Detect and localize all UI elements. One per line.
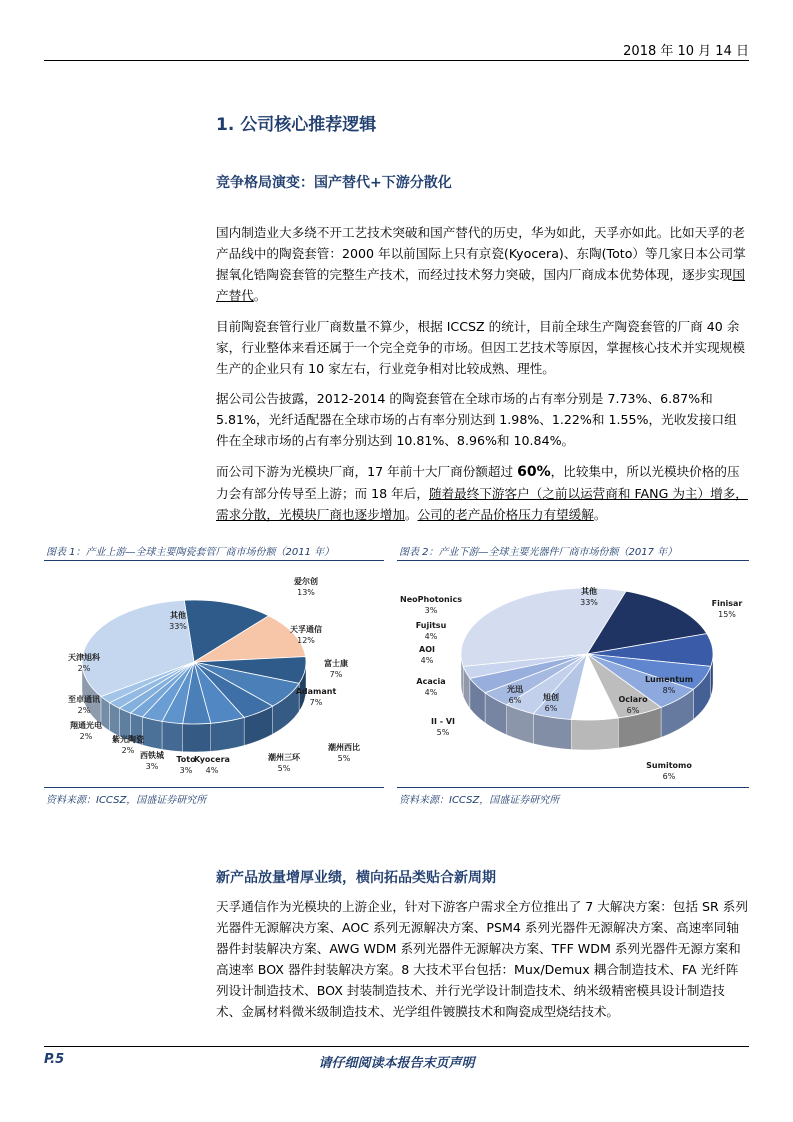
footer-disclaimer: 请仔细阅读本报告末页声明 <box>318 1056 475 1071</box>
pie-value-潮州西比: 5% <box>337 754 351 763</box>
pie-label-潮州西比: 潮州西比 <box>328 743 360 752</box>
pie-label-sumitomo: Sumitomo <box>646 761 692 770</box>
header-rule <box>44 60 749 61</box>
pie-label-富士康: 富士康 <box>324 659 348 668</box>
pie-side-西铁城 <box>142 717 162 749</box>
pie-value-至卓通讯: 2% <box>77 706 91 715</box>
pie-label-finisar: Finisar <box>711 599 743 608</box>
domestic-substitution-link: 国产替代 <box>216 267 745 303</box>
figure-1-source: 资料来源：ICCSZ，国盛证券研究所 <box>46 795 207 806</box>
downstream-text-b: ，比较集中，所以光模块价格的压力会有部分传导至上游；而 18 年后， <box>216 464 740 501</box>
figure-1-caption: 图表 1：产业上游—全球主要陶瓷套管厂商市场份额（2011 年） <box>46 547 335 558</box>
pie-label-ii-vi: II - VI <box>430 717 456 726</box>
pie-value-neophotonics: 3% <box>424 606 438 615</box>
pie-value-其他: 33% <box>169 622 187 631</box>
paragraph-industry-text: 目前陶瓷套管行业厂商数量不算少，根据 ICCSZ 的统计，目前全球生产陶瓷套管的厂商 40 余家，行业整体来看还属于一个完全竞争的市场。但因工艺技术等原因，掌握核心技术并实现规模生产的企业只有 10 家左右，行业竞争相对比较成熟、理性。 <box>216 319 745 376</box>
pie-side-kyocera <box>183 723 211 752</box>
paragraph-downstream <box>216 461 748 525</box>
pie-label-潮州三环: 潮州三环 <box>268 753 300 762</box>
pie-value-sumitomo: 6% <box>662 772 676 781</box>
figure-1-bottom-rule <box>44 787 384 788</box>
pie-label-neophotonics: NeoPhotonics <box>400 595 462 604</box>
pie-side-光迅 <box>571 718 618 750</box>
downstream-text-a: 而公司下游为光模块厂商，17 年前十大厂商份额超过 <box>216 464 518 479</box>
pie-value-光迅: 6% <box>508 696 522 705</box>
pie-value-acacia: 4% <box>424 688 438 697</box>
figure-2-bottom-rule <box>397 787 749 788</box>
figure-2-top-rule <box>397 560 749 561</box>
pie-label-lumentum: Lumentum <box>644 675 694 684</box>
pie-side-toto <box>162 721 183 751</box>
pie-value-其他: 33% <box>580 598 598 607</box>
top10-share-value: 60% <box>517 464 551 480</box>
pie-value-kyocera: 4% <box>205 766 219 775</box>
pie-label-kyocera: Kyocera <box>194 755 230 764</box>
pie-label-天孚通信: 天孚通信 <box>290 625 322 634</box>
figure-2-source: 资料来源：ICCSZ，国盛证券研究所 <box>399 795 560 806</box>
pie-value-爱尔创: 13% <box>297 588 315 597</box>
footer-rule <box>44 1046 749 1047</box>
paragraph-history <box>216 222 748 306</box>
report-date: 2018 年 10 月 14 日 <box>623 44 749 59</box>
pie-label-光迅: 光迅 <box>507 685 523 694</box>
price-pressure-text: 公司的老产品价格压力有望缓解 <box>417 507 594 522</box>
paragraph-market-share-text: 据公司公告披露，2012-2014 的陶瓷套管在全球市场的占有率分别是 7.73%、6.87%和 5.81%，光纤适配器在全球市场的占有率分别达到 1.98%、1.22%和 1.55%，光收发接口组件在全球市场的占有率分别达到 10.81%、8.96%和 10.84%。 <box>216 391 737 448</box>
pie-value-fujitsu: 4% <box>424 632 438 641</box>
pie-label-acacia: Acacia <box>416 677 446 686</box>
pie-value-aoi: 4% <box>420 656 434 665</box>
pie-label-adamant: Adamant <box>295 687 337 696</box>
paragraph-history-text: 国内制造业大多绕不开工艺技术突破和国产替代的历史，华为如此，天孚亦如此。比如天孚的老产品线中的陶瓷套管：2000 年以前国际上只有京瓷(Kyocera)、东陶(Toto）等几家日本公司掌握氧化锆陶瓷套管的完整生产技术，而经过技术努力突破，国内厂商成本优势体现，逐步实现 <box>216 225 746 282</box>
downstream-text-underlined: 随着最终下游客户（之前以运营商和 FANG 为主）增多，需求分散，光模块厂商也逐步增加 <box>216 486 748 522</box>
downstream-text-d: 。 <box>404 507 418 522</box>
subsection-title-new-products: 新产品放量增厚业绩，横向拓品类贴合新周期 <box>216 870 496 886</box>
downstream-text-f: 。 <box>593 507 607 522</box>
pie-value-翔通光电: 2% <box>79 732 93 741</box>
pie-label-其他: 其他 <box>170 611 186 620</box>
ceramic-ferrule-pie-chart <box>44 562 384 786</box>
paragraph-solutions <box>216 896 748 1022</box>
pie-label-其他: 其他 <box>581 587 597 596</box>
paragraph-industry <box>216 316 748 379</box>
pie-label-西铁城: 西铁城 <box>140 751 164 760</box>
paragraph-history-end: 。 <box>253 288 267 303</box>
pie-value-lumentum: 8% <box>662 686 676 695</box>
pie-label-爱尔创: 爱尔创 <box>294 577 318 586</box>
pie-value-天孚通信: 12% <box>297 636 315 645</box>
subsection-title-competition: 竞争格局演变：国产替代+下游分散化 <box>216 175 452 191</box>
pie-value-天津旭科: 2% <box>77 664 91 673</box>
pie-value-旭创: 6% <box>544 704 558 713</box>
pie-label-紫光陶瓷: 紫光陶瓷 <box>112 735 144 744</box>
pie-label-toto: Toto <box>176 755 196 764</box>
pie-value-adamant: 7% <box>309 698 323 707</box>
paragraph-solutions-text: 天孚通信作为光模块的上游企业，针对下游客户需求全方位推出了 7 大解决方案：包括 SR 系列光器件无源解决方案、AOC 系列无源解决方案、PSM4 系列光器件无源解决方案、高速率同轴器件封装解决方案、AWG WDM 系列光器件无源解决方案、TFF WDM 系列光器件无源方案和高速率 BOX 器件封装解决方案。8 大技术平台包括：Mux/Demux 耦合制造技术、FA 光纤阵列设计制造技术、BOX 封装制造技术、并行光学设计制造技术、纳米级精密模具设计制造技术、金属材料微米级制造技术、光学组件镀膜技术和陶瓷成型烧结技术。 <box>216 899 748 1019</box>
pie-value-oclaro: 6% <box>626 706 640 715</box>
pie-value-finisar: 15% <box>718 610 736 619</box>
pie-value-toto: 3% <box>179 766 193 775</box>
paragraph-market-share <box>216 388 748 451</box>
pie-label-天津旭科: 天津旭科 <box>68 653 100 662</box>
pie-label-fujitsu: Fujitsu <box>415 621 447 630</box>
pie-label-旭创: 旭创 <box>543 693 559 702</box>
pie-value-潮州三环: 5% <box>277 764 291 773</box>
page-number: P.5 <box>44 1052 65 1067</box>
pie-label-aoi: AOI <box>419 645 435 654</box>
pie-value-西铁城: 3% <box>145 762 159 771</box>
pie-value-ii-vi: 5% <box>436 728 450 737</box>
pie-value-紫光陶瓷: 2% <box>121 746 135 755</box>
pie-value-富士康: 7% <box>329 670 343 679</box>
pie-label-oclaro: Oclaro <box>618 695 648 704</box>
optical-device-pie-chart <box>397 562 749 786</box>
pie-label-翔通光电: 翔通光电 <box>70 721 102 730</box>
figure-1-top-rule <box>44 560 384 561</box>
figure-2-caption: 图表 2：产业下游—全球主要光器件厂商市场份额（2017 年） <box>399 547 678 558</box>
section-title: 1. 公司核心推荐逻辑 <box>216 115 377 135</box>
pie-label-至卓通讯: 至卓通讯 <box>68 695 100 704</box>
